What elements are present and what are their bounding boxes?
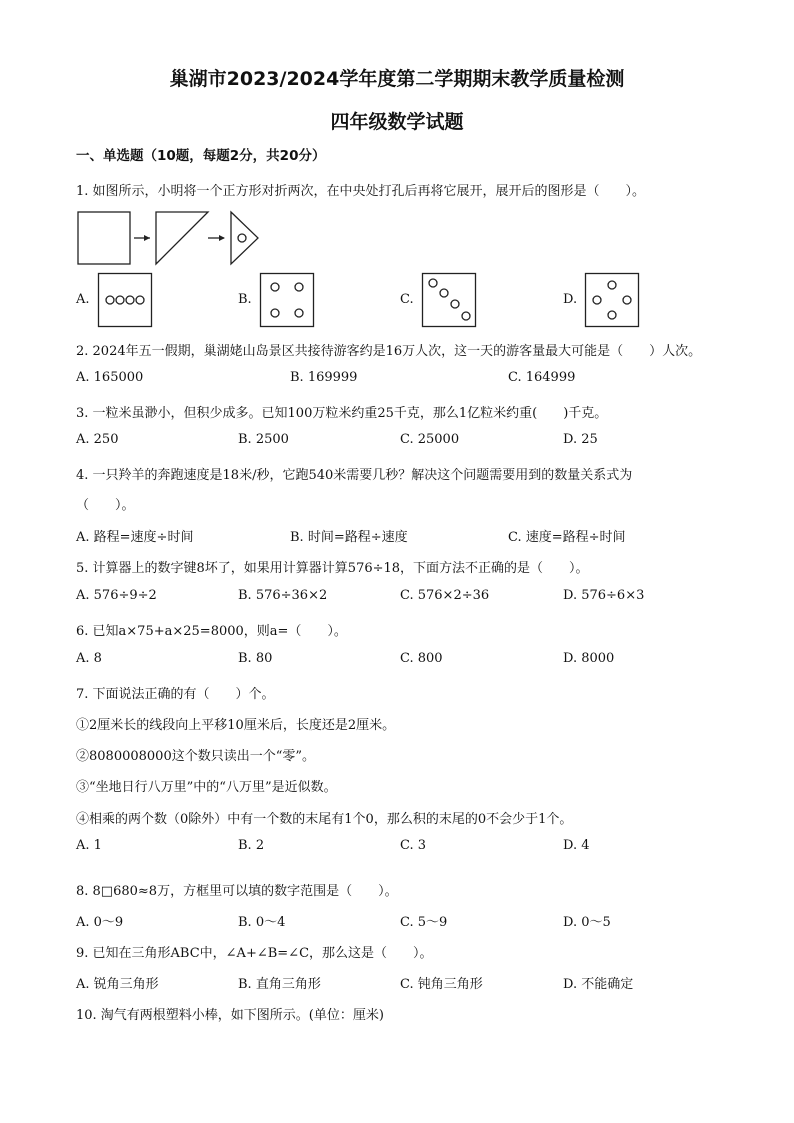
q1-option-c-figure[interactable] xyxy=(422,273,476,327)
q5-option-c[interactable]: C. 576×2÷36 xyxy=(400,588,490,603)
q6-option-a[interactable]: A. 8 xyxy=(76,651,102,666)
q7-option-b[interactable]: B. 2 xyxy=(238,838,265,853)
q6-option-b[interactable]: B. 80 xyxy=(238,651,273,666)
q7-option-c[interactable]: C. 3 xyxy=(400,838,427,853)
q1-option-d-label[interactable]: D. xyxy=(563,292,578,307)
q1-option-c-label[interactable]: C. xyxy=(400,292,414,307)
q2-option-a[interactable]: A. 165000 xyxy=(76,370,144,385)
q4-option-b[interactable]: B. 时间=路程÷速度 xyxy=(290,530,408,545)
q4-stem: 4. 一只羚羊的奔跑速度是18米/秒，它跑540米需要几秒？解决这个问题需要用到的数量关系式为 xyxy=(76,468,633,483)
q3-stem: 3. 一粒米虽渺小，但积少成多。已知100万粒米约重25千克，那么1亿粒米约重( )千克。 xyxy=(76,406,608,421)
q5-option-a[interactable]: A. 576÷9÷2 xyxy=(76,588,157,603)
q7-statement-1: ①2厘米长的线段向上平移10厘米后，长度还是2厘米。 xyxy=(76,718,396,733)
q8-option-d[interactable]: D. 0～5 xyxy=(563,915,611,930)
q2-option-c[interactable]: C. 164999 xyxy=(508,370,576,385)
q3-option-d[interactable]: D. 25 xyxy=(563,432,598,447)
q1-option-b-figure[interactable] xyxy=(260,273,314,327)
q9-options xyxy=(76,973,736,991)
arrow-2-head xyxy=(219,235,225,241)
folded-triangle xyxy=(156,212,208,264)
q7-statement-4: ④相乘的两个数（0除外）中有一个数的末尾有1个0，那么积的末尾的0不会少于1个。 xyxy=(76,812,573,827)
q5-options xyxy=(76,588,736,606)
q1-option-d-figure[interactable] xyxy=(585,273,639,327)
q5-stem: 5. 计算器上的数字键8坏了，如果用计算器计算576÷18，下面方法不正确的是（ ）。 xyxy=(76,561,589,576)
q8-option-b[interactable]: B. 0～4 xyxy=(238,915,286,930)
q9-option-b[interactable]: B. 直角三角形 xyxy=(238,977,321,992)
q4-stem-continued: （ ）。 xyxy=(76,498,135,513)
q3-option-b[interactable]: B. 2500 xyxy=(238,432,289,447)
q7-options xyxy=(76,838,736,856)
q6-options xyxy=(76,651,736,669)
section-heading: 一、单选题（10题，每题2分，共20分） xyxy=(76,148,326,164)
q8-option-c[interactable]: C. 5～9 xyxy=(400,915,448,930)
unfolded-square xyxy=(78,212,130,264)
q4-option-a[interactable]: A. 路程=速度÷时间 xyxy=(76,530,194,545)
q2-options xyxy=(76,370,736,388)
q1-option-b-label[interactable]: B. xyxy=(238,292,252,307)
q9-option-a[interactable]: A. 锐角三角形 xyxy=(76,977,159,992)
q7-option-a[interactable]: A. 1 xyxy=(76,838,102,853)
q3-options xyxy=(76,432,736,450)
q7-option-d[interactable]: D. 4 xyxy=(563,838,590,853)
q1-option-a-label[interactable]: A. xyxy=(76,292,90,307)
q5-option-b[interactable]: B. 576÷36×2 xyxy=(238,588,328,603)
q5-option-d[interactable]: D. 576÷6×3 xyxy=(563,588,645,603)
q2-option-b[interactable]: B. 169999 xyxy=(290,370,358,385)
q6-option-c[interactable]: C. 800 xyxy=(400,651,443,666)
q2-stem: 2. 2024年五一假期，巢湖姥山岛景区共接待游客约是16万人次，这一天的游客量最大可能是（ ）人次。 xyxy=(76,344,702,359)
q9-stem: 9. 已知在三角形ABC中，∠A+∠B=∠C，那么这是（ ）。 xyxy=(76,946,433,961)
punched-hole xyxy=(238,234,246,242)
q7-statement-2: ②8080008000这个数只读出一个“零”。 xyxy=(76,749,316,764)
quarter-triangle xyxy=(231,212,258,264)
q8-option-a[interactable]: A. 0～9 xyxy=(76,915,124,930)
q10-stem: 10. 淘气有两根塑料小棒，如下图所示。(单位：厘米) xyxy=(76,1008,384,1023)
q9-option-d[interactable]: D. 不能确定 xyxy=(563,977,634,992)
folding-process-diagram xyxy=(76,208,266,268)
q6-option-d[interactable]: D. 8000 xyxy=(563,651,615,666)
q6-stem: 6. 已知a×75+a×25=8000，则a=（ ）。 xyxy=(76,624,347,639)
exam-subtitle: 四年级数学试题 xyxy=(330,111,464,133)
q7-statement-3: ③“坐地日行八万里”中的“八万里”是近似数。 xyxy=(76,780,337,795)
q4-options xyxy=(76,526,736,544)
q1-stem: 1. 如图所示，小明将一个正方形对折两次，在中央处打孔后再将它展开，展开后的图形是（ ）。 xyxy=(76,184,646,199)
exam-title: 巢湖市2023/2024学年度第二学期期末教学质量检测 xyxy=(169,68,625,90)
arrow-1-head xyxy=(144,235,150,241)
q9-option-c[interactable]: C. 钝角三角形 xyxy=(400,977,483,992)
q1-option-a-figure[interactable] xyxy=(98,273,152,327)
q3-option-c[interactable]: C. 25000 xyxy=(400,432,460,447)
q3-option-a[interactable]: A. 250 xyxy=(76,432,119,447)
q4-option-c[interactable]: C. 速度=路程÷时间 xyxy=(508,530,626,545)
q8-options xyxy=(76,911,736,929)
q8-stem: 8. 8□680≈8万，方框里可以填的数字范围是（ ）。 xyxy=(76,884,398,899)
q7-stem: 7. 下面说法正确的有（ ）个。 xyxy=(76,687,275,702)
